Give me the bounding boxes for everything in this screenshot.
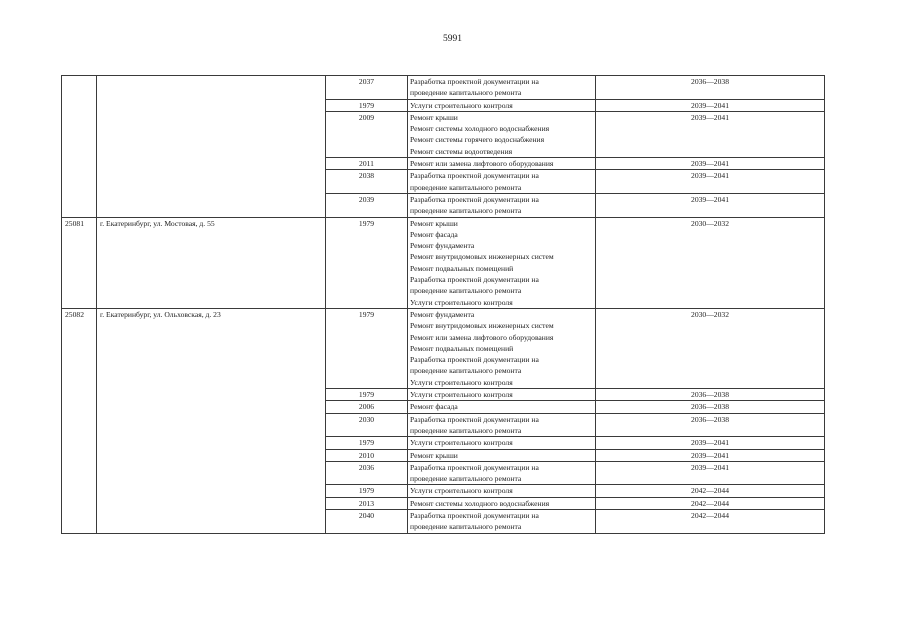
planned-period-cell: 2039—2041 (596, 111, 825, 157)
work-types-cell (408, 193, 596, 217)
work-types-cell (408, 449, 596, 461)
work-type-line: Ремонт крыши (410, 112, 458, 122)
house-code-cell: 25082 (62, 308, 97, 533)
planned-period-cell: 2039—2041 (596, 99, 825, 111)
planned-period-cell: 2039—2041 (596, 461, 825, 485)
year-cell: 2009 (326, 111, 408, 157)
work-type-line: Ремонт подвальных помещений (410, 343, 514, 353)
work-type-line: Услуги строительного контроля (410, 100, 513, 110)
year-cell: 1979 (326, 389, 408, 401)
work-types-cell (408, 217, 596, 308)
planned-period-cell: 2039—2041 (596, 158, 825, 170)
work-type-line: Ремонт крыши (410, 450, 458, 460)
work-type-line: Услуги строительного контроля (410, 438, 513, 448)
work-types-cell (408, 99, 596, 111)
work-type-line: Разработка проектной документации на (410, 171, 539, 181)
work-type-line: Разработка проектной документации на (410, 510, 539, 520)
work-type-line: проведение капитального ремонта (410, 286, 522, 296)
year-cell: 2038 (326, 170, 408, 194)
year-cell: 1979 (326, 308, 408, 388)
address-cell (97, 76, 326, 218)
work-types-cell (408, 497, 596, 509)
year-cell: 1979 (326, 485, 408, 497)
planned-period-cell: 2039—2041 (596, 449, 825, 461)
work-types-cell (408, 509, 596, 533)
table-row (62, 217, 825, 308)
work-types-cell (408, 76, 596, 100)
planned-period-cell: 2042—2044 (596, 485, 825, 497)
year-cell: 2039 (326, 193, 408, 217)
page-number: 5991 (443, 34, 462, 44)
work-type-line: Ремонт системы холодного водоснабжения (410, 124, 550, 134)
work-type-line: проведение капитального ремонта (410, 425, 522, 435)
work-type-line: Ремонт или замена лифтового оборудования (410, 332, 554, 342)
work-type-line: Ремонт фундамента (410, 309, 475, 319)
work-type-line: Разработка проектной документации на (410, 275, 539, 285)
work-types-cell (408, 485, 596, 497)
year-cell: 2010 (326, 449, 408, 461)
year-cell: 2030 (326, 413, 408, 437)
work-type-line: Ремонт крыши (410, 218, 458, 228)
work-type-line: Ремонт системы горячего водоснабжения (410, 135, 545, 145)
address-cell: г. Екатеринбург, ул. Мостовая, д. 55 (97, 217, 326, 308)
work-type-line: Услуги строительного контроля (410, 486, 513, 496)
work-type-line: Разработка проектной документации на (410, 194, 539, 204)
work-type-line: проведение капитального ремонта (410, 522, 522, 532)
planned-period-cell: 2036—2038 (596, 389, 825, 401)
work-types-cell (408, 389, 596, 401)
work-types-cell (408, 437, 596, 449)
work-type-line: Ремонт внутридомовых инженерных систем (410, 321, 554, 331)
work-type-line: Ремонт фундамента (410, 241, 475, 251)
work-type-line: Ремонт фасада (410, 229, 458, 239)
planned-period-cell: 2036—2038 (596, 401, 825, 413)
work-type-line: проведение капитального ремонта (410, 182, 522, 192)
year-cell: 1979 (326, 99, 408, 111)
house-code-cell: 25081 (62, 217, 97, 308)
planned-period-cell: 2036—2038 (596, 76, 825, 100)
work-types-cell (408, 413, 596, 437)
work-type-line: Услуги строительного контроля (410, 297, 513, 307)
table-row (62, 308, 825, 388)
repair-schedule-table (61, 75, 825, 534)
work-type-line: Ремонт фасада (410, 402, 458, 412)
planned-period-cell: 2036—2038 (596, 413, 825, 437)
work-type-line: Ремонт внутридомовых инженерных систем (410, 252, 554, 262)
year-cell: 2037 (326, 76, 408, 100)
planned-period-cell: 2030—2032 (596, 217, 825, 308)
table-row (62, 76, 825, 100)
year-cell: 2036 (326, 461, 408, 485)
planned-period-cell: 2039—2041 (596, 437, 825, 449)
work-type-line: Ремонт или замена лифтового оборудования (410, 159, 554, 169)
house-code-cell (62, 76, 97, 218)
work-type-line: Разработка проектной документации на (410, 414, 539, 424)
work-type-line: Разработка проектной документации на (410, 77, 539, 86)
year-cell: 2011 (326, 158, 408, 170)
work-type-line: Разработка проектной документации на (410, 355, 539, 365)
work-types-cell (408, 158, 596, 170)
work-types-cell (408, 401, 596, 413)
planned-period-cell: 2030—2032 (596, 308, 825, 388)
year-cell: 1979 (326, 217, 408, 308)
work-type-line: Разработка проектной документации на (410, 462, 539, 472)
work-type-line: проведение капитального ремонта (410, 474, 522, 484)
year-cell: 2013 (326, 497, 408, 509)
work-types-cell (408, 461, 596, 485)
year-cell: 2040 (326, 509, 408, 533)
work-type-line: Услуги строительного контроля (410, 390, 513, 400)
work-types-cell (408, 170, 596, 194)
work-type-line: проведение капитального ремонта (410, 88, 522, 98)
planned-period-cell: 2039—2041 (596, 193, 825, 217)
planned-period-cell: 2042—2044 (596, 509, 825, 533)
work-type-line: Ремонт подвальных помещений (410, 263, 514, 273)
year-cell: 1979 (326, 437, 408, 449)
work-type-line: Ремонт системы холодного водоснабжения (410, 498, 550, 508)
work-type-line: проведение капитального ремонта (410, 366, 522, 376)
work-type-line: Услуги строительного контроля (410, 377, 513, 387)
planned-period-cell: 2039—2041 (596, 170, 825, 194)
work-type-line: проведение капитального ремонта (410, 206, 522, 216)
repair-schedule-body (62, 76, 825, 534)
work-types-cell (408, 111, 596, 157)
planned-period-cell: 2042—2044 (596, 497, 825, 509)
work-types-cell (408, 308, 596, 388)
work-type-line: Ремонт системы водоотведения (410, 146, 513, 156)
address-cell: г. Екатеринбург, ул. Ольховская, д. 23 (97, 308, 326, 533)
year-cell: 2006 (326, 401, 408, 413)
